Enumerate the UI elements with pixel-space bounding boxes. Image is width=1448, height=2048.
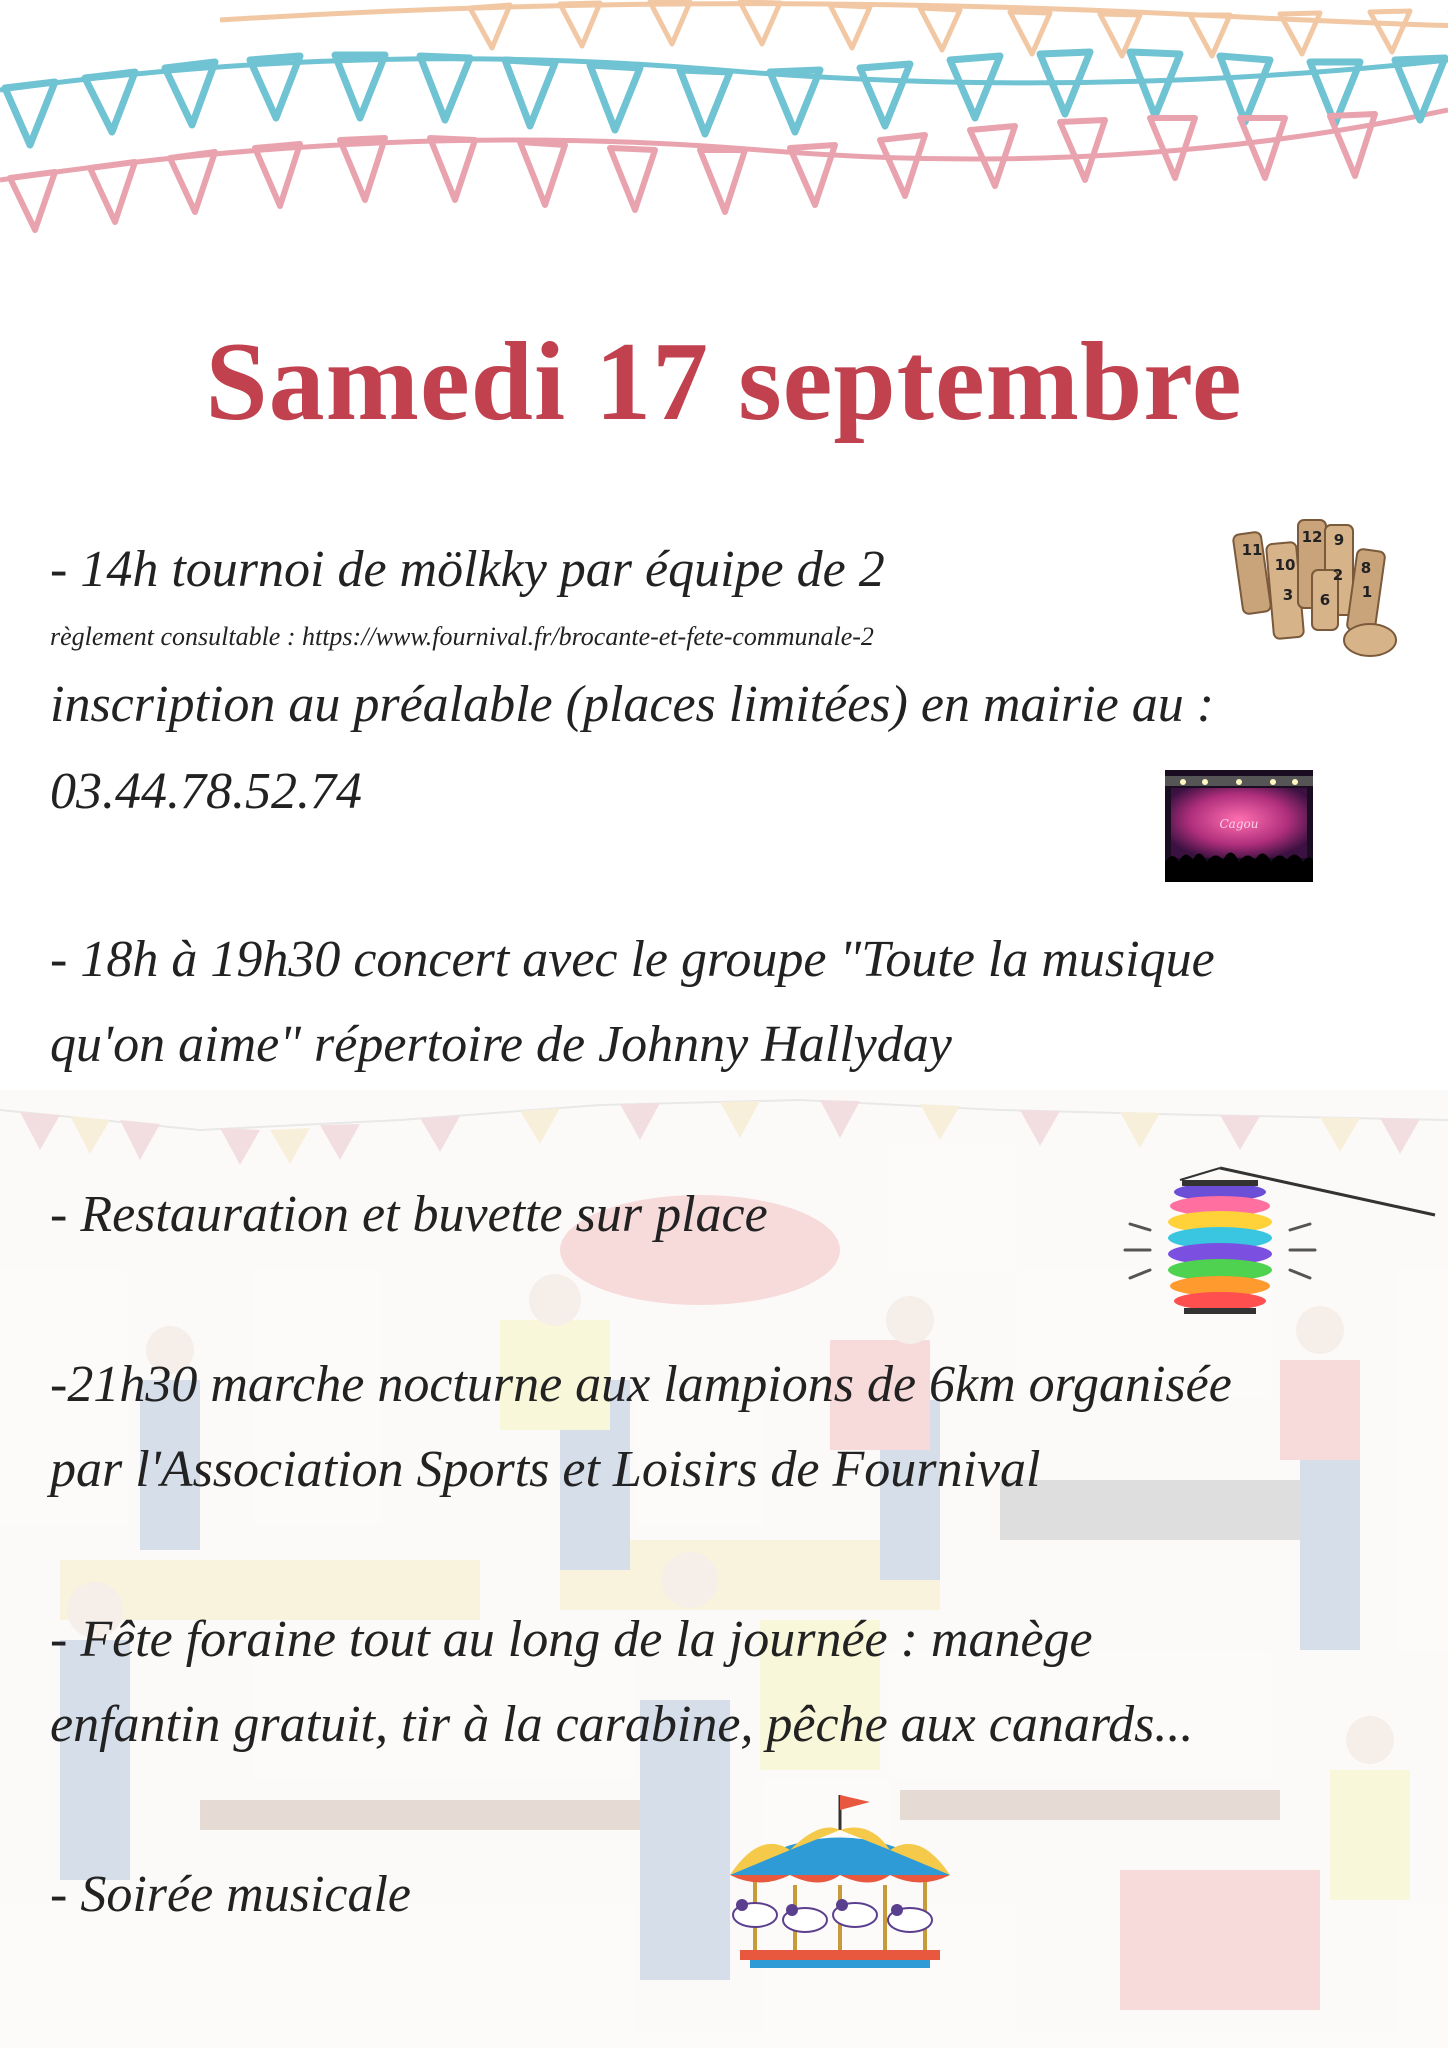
- molkky-number: 11: [1241, 541, 1263, 559]
- food-line: - Restauration et buvette sur place: [50, 1186, 768, 1243]
- phone-number: 03.44.78.52.74: [50, 763, 362, 820]
- molkky-number: 3: [1282, 586, 1294, 604]
- concert-stage-image: [1165, 770, 1313, 882]
- carousel-image: [720, 1790, 960, 1975]
- night-walk-line-1: -21h30 marche nocturne aux lampions de 6km organisée: [50, 1356, 1232, 1413]
- concert-line-1: - 18h à 19h30 concert avec le groupe "Toute la musique: [50, 931, 1215, 988]
- rules-link-text: règlement consultable : https://www.fournival.fr/brocante-et-fete-communale-2: [50, 622, 874, 651]
- registration-line: inscription au préalable (places limitées) en mairie au :: [50, 676, 1215, 733]
- paper-lantern-image: [1110, 1160, 1440, 1330]
- molkky-number: 8: [1360, 559, 1372, 577]
- night-walk-line-2: par l'Association Sports et Loisirs de Fournival: [50, 1441, 1041, 1498]
- funfair-line-2: enfantin gratuit, tir à la carabine, pêche aux canards...: [50, 1696, 1194, 1753]
- molkky-number: 6: [1319, 591, 1331, 609]
- concert-sign-label: Cagou: [1219, 817, 1259, 831]
- molkky-pins-image: [1230, 515, 1400, 665]
- molkky-number: 2: [1332, 566, 1344, 584]
- concert-line-2: qu'on aime" répertoire de Johnny Hallyday: [50, 1016, 952, 1073]
- molkky-number: 9: [1333, 531, 1345, 549]
- molkky-tournament-line: - 14h tournoi de mölkky par équipe de 2: [50, 541, 885, 598]
- molkky-number: 1: [1361, 583, 1373, 601]
- page-title: Samedi 17 septembre: [205, 320, 1243, 444]
- musical-evening-line: - Soirée musicale: [50, 1866, 412, 1923]
- molkky-number: 10: [1274, 556, 1296, 574]
- funfair-line-1: - Fête foraine tout au long de la journée : manège: [50, 1611, 1093, 1668]
- molkky-number: 12: [1301, 528, 1323, 546]
